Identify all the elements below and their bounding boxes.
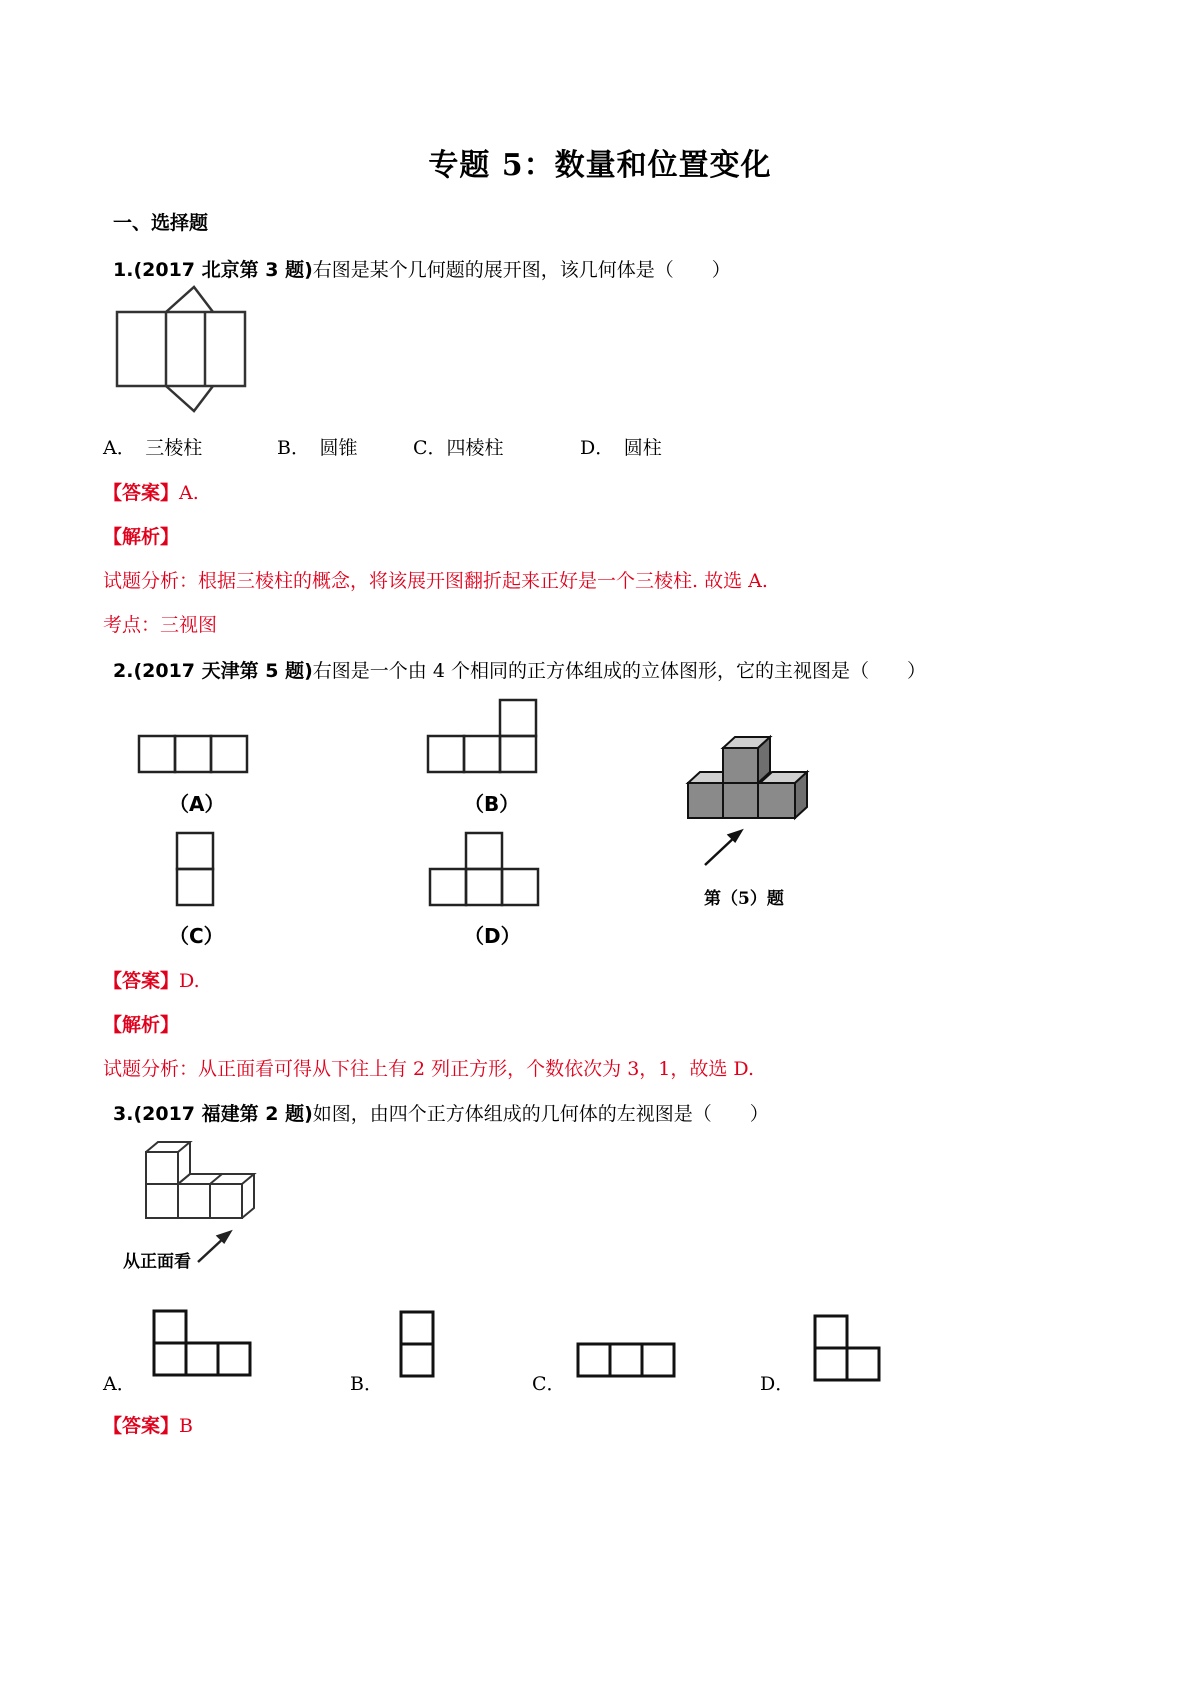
question-number: 2. <box>113 660 134 682</box>
answer-value: D. <box>179 970 200 992</box>
q1-analysis: 试题分析：根据三棱柱的概念，将该展开图翻折起来正好是一个三棱柱. 故选 A. <box>103 570 768 592</box>
answer-tag: 【答案】 <box>103 1415 180 1437</box>
q1-option-c: C．四棱柱 <box>413 437 504 459</box>
page-title: 专题 5：数量和位置变化 <box>428 148 772 183</box>
q2-label-c: （C） <box>169 924 224 948</box>
q1-option-b: B． 圆锥 <box>277 437 358 459</box>
q2-label-d: （D） <box>464 924 521 948</box>
q1-option-d: D． 圆柱 <box>580 437 662 459</box>
q2-label-a: （A） <box>169 792 225 816</box>
answer-tag: 【答案】 <box>103 482 180 504</box>
q3-answer <box>103 1411 193 1438</box>
q3-option-a: A． <box>103 1373 136 1395</box>
q3-option-c: C． <box>532 1373 566 1395</box>
question-number: 1. <box>113 259 134 281</box>
question-source: (2017 北京第 3 题) <box>133 259 313 281</box>
q2-figure-caption: 第（5）题 <box>704 889 784 909</box>
q2-analysis-tag: 【解析】 <box>103 1014 180 1036</box>
question-number: 3. <box>113 1103 134 1125</box>
q1-kaodian: 考点：三视图 <box>103 614 218 636</box>
answer-value: B <box>179 1415 193 1437</box>
answer-tag: 【答案】 <box>103 970 180 992</box>
question-stem: 右图是一个由 4 个相同的正方体组成的立体图形，它的主视图是（ ） <box>312 660 926 682</box>
section-heading: 一、选择题 <box>113 212 209 234</box>
question-source: (2017 天津第 5 题) <box>133 660 313 682</box>
q3-figure-caption: 从正面看 <box>123 1252 191 1272</box>
question-stem: 右图是某个几何题的展开图，该几何体是（ ） <box>312 259 731 281</box>
q1-option-a: A． 三棱柱 <box>103 437 203 459</box>
q2-label-b: （B） <box>464 792 520 816</box>
q3-option-b: B． <box>350 1373 383 1395</box>
q3-option-d: D． <box>760 1373 795 1395</box>
q1-analysis-tag: 【解析】 <box>103 526 180 548</box>
q2-analysis: 试题分析：从正面看可得从下往上有 2 列正方形，个数依次为 3，1，故选 D. <box>103 1058 755 1080</box>
question-source: (2017 福建第 2 题) <box>133 1103 313 1125</box>
question-stem: 如图，由四个正方体组成的几何体的左视图是（ ） <box>312 1103 769 1125</box>
answer-value: A. <box>179 482 199 504</box>
